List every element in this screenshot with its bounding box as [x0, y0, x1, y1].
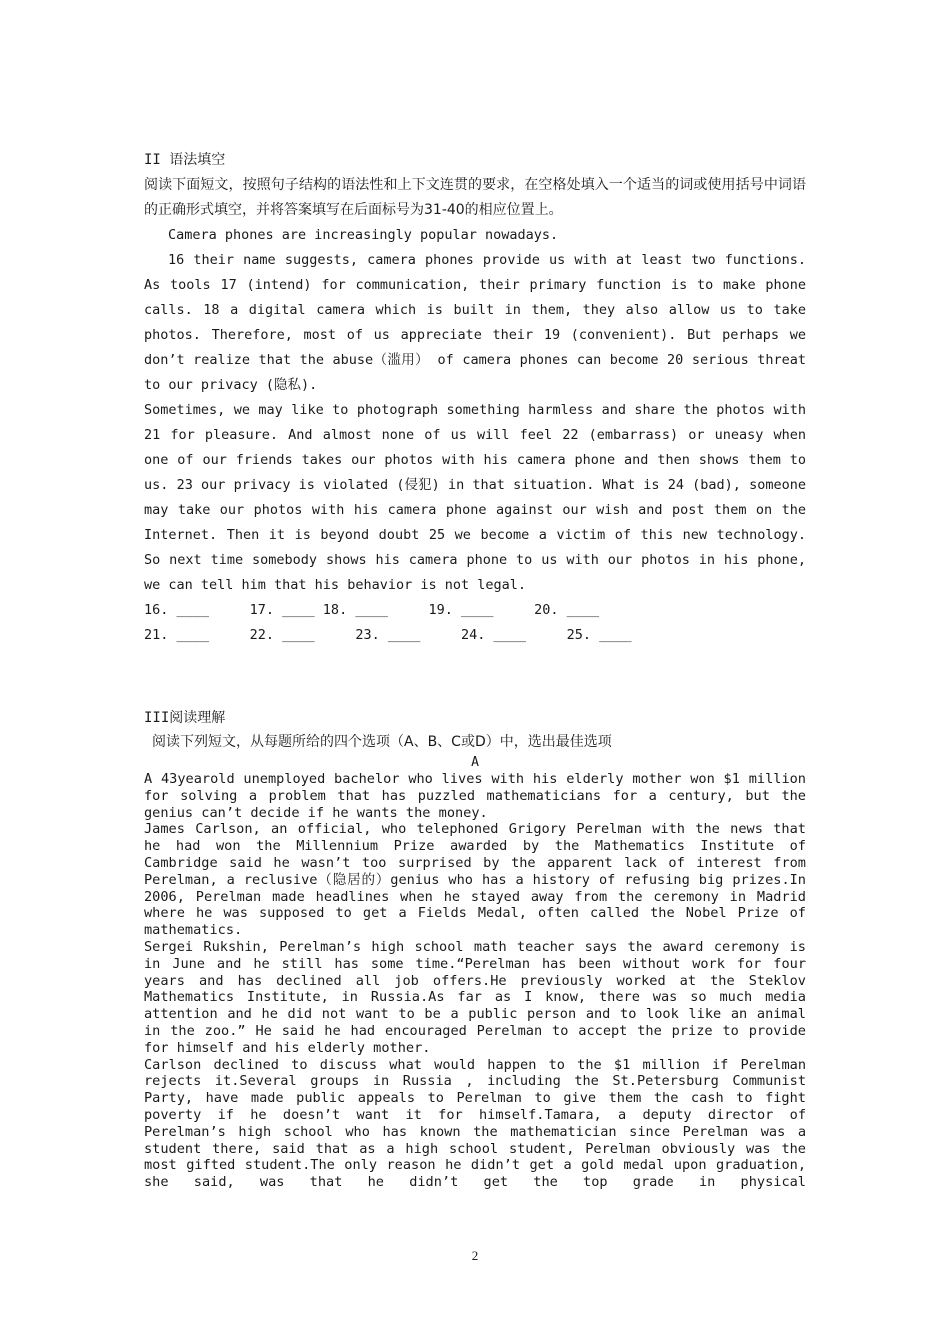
document-page — [144, 148, 806, 1191]
passage-intro-text: Camera phones are increasingly popular nowadays. — [168, 227, 559, 243]
answer-row-2: 21. ____ 22. ____ 23. ____ 24. ____ 25. ____ — [144, 627, 632, 643]
reading-paragraph-4: Carlson declined to discuss what would happen to the $1 million if Perelman rejects it.Several groups in Russia , including the St.Petersburg Communist Party, have made public appeals to Perelman to give them the cash to fight poverty if he doesn’t want it for himself.Tamara, a deputy director of Perelman’s high school who has known the mathematician since Perelman was a student there, said that as a high school student, Perelman obviously was the most gifted student.The only reason he didn’t get a gold medal upon graduation, she said, was that he didn’t get the top grade in physical — [144, 1056, 806, 1191]
passage-label: A — [471, 755, 479, 770]
section-title-reading: III阅读理解 — [144, 710, 226, 726]
answer-row-1: 16. ____ 17. ____ 18. ____ 19. ____ 20. ____ — [144, 602, 600, 618]
passage-paragraph-1 — [144, 248, 806, 398]
reading-instruction: 阅读下列短文，从每题所给的四个选项（A、B、C或D）中，选出最佳选项 — [152, 734, 612, 750]
reading-paragraph-1: A 43yearold unemployed bachelor who lives with his elderly mother won $1 million for solving a problem that has puzzled mathematicians for a century, but the genius can’t decide if he wants the money. — [144, 771, 806, 821]
passage-intro — [144, 223, 806, 248]
reading-paragraph-2: James Carlson, an official, who telephoned Grigory Perelman with the news that he had won the Millennium Prize awarded by the Mathematics Institute of Cambridge said he wasn’t too surprised by the apparent lack of interest from Perelman, a reclusive（隐居的）genius who has a history of refusing big prizes.In 2006, Perelman made headlines when he stayed away from the ceremony in Madrid where he was supposed to get a Fields Medal, often called the Nobel Prize of mathematics. — [144, 821, 806, 939]
grammar-instruction: 阅读下面短文，按照句子结构的语法性和上下文连贯的要求，在空格处填入一个适当的词或使用括号中词语的正确形式填空，并将答案填写在后面标号为31-40的相应位置上。 — [144, 177, 806, 218]
reading-paragraph-3: Sergei Rukshin, Perelman’s high school math teacher says the award ceremony is in June and he still has some time.“Perelman has been without work for four years and has declined all job offers.He previously worked at the Steklov Mathematics Institute, in Russia.As far as I know, there was so much media attention and he did not want to be a public person and to look like an animal in the zoo.” He said he had encouraged Perelman to accept the prize to provide for himself and his elderly mother. — [144, 938, 806, 1056]
passage-paragraph-2: Sometimes, we may like to photograph something harmless and share the photos with 21 for pleasure. And almost none of us will feel 22 (embarrass) or uneasy when one of our friends takes our photos with his camera phone and then shows them to us. 23 our privacy is violated (侵犯) in that situation. What is 24 (bad), someone may take our photos with his camera phone against our wish and post them on the Internet. Then it is beyond doubt 25 we become a victim of this new technology. So next time somebody shows his camera phone to us with our photos in his phone, we can tell him that his behavior is not legal. — [144, 402, 806, 593]
passage-paragraph-1-text: 16 their name suggests, camera phones provide us with at least two functions. As tools 17 (intend) for communication, their primary function is to make phone calls. 18 a digital camera which is built in them, they also allow us to take photos. Therefore, most of us appreciate their 19 (convenient). But perhaps we don’t realize that the abuse（滥用） of camera phones can become 20 serious threat to our privacy (隐私). — [144, 252, 806, 393]
section-title-grammar: II 语法填空 — [144, 152, 226, 168]
page-number: 2 — [471, 1248, 479, 1263]
